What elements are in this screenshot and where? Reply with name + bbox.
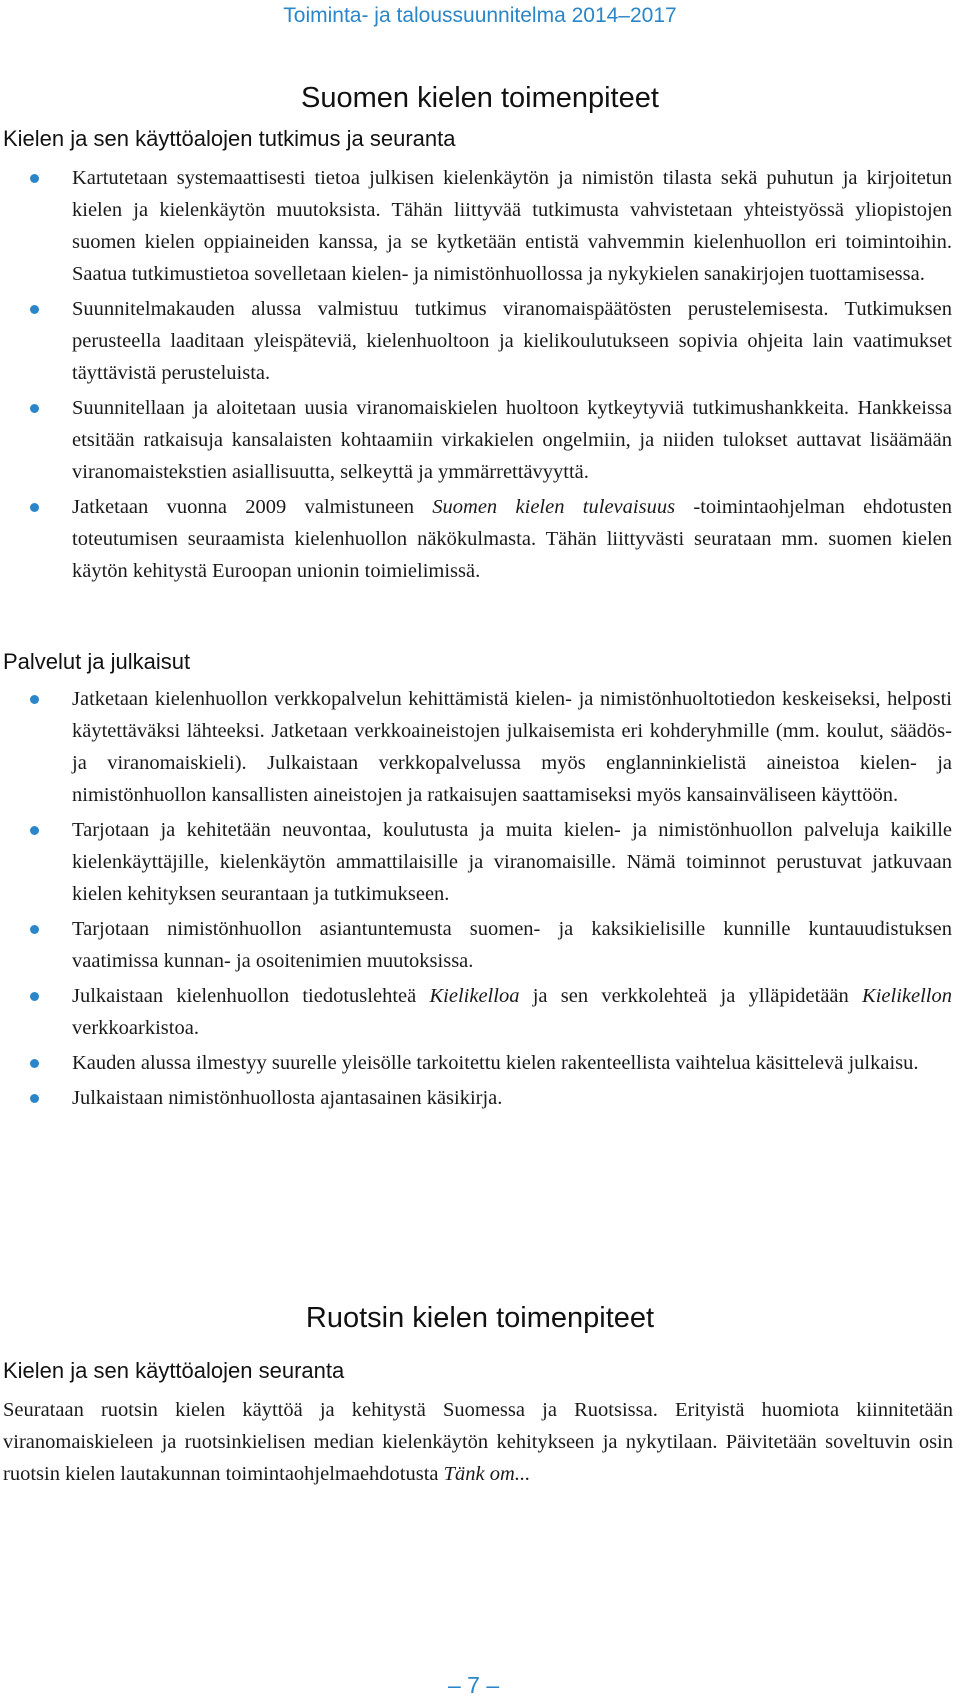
list-item-text: Suunnitellaan ja aloitetaan uusia viranomaiskielen huoltoon kytkeytyviä tutkimushankkeita. Hankkeissa etsitään ratkaisuja kansalaisten kohtaamiin virkakielen ongelmiin, ja niiden tulokset auttavat lisäämään viranomaistekstien asiallisuutta, selkeyttä ja ymmärrettävyyttä. xyxy=(72,397,952,483)
list-item-text: Julkaistaan nimistönhuollosta ajantasainen käsikirja. xyxy=(72,1087,503,1109)
bullet-icon xyxy=(30,1094,39,1103)
list-item xyxy=(0,980,952,1044)
program-title: Tänk om... xyxy=(443,1463,531,1485)
list-item xyxy=(0,293,952,389)
list-item xyxy=(0,162,952,290)
list-item-text: Kauden alussa ilmestyy suurelle yleisölle tarkoitettu kielen rakenteellista vaihtelua käsittelevä julkaisu. xyxy=(72,1052,919,1074)
list-item-text xyxy=(72,491,952,587)
list-item xyxy=(0,491,952,587)
text-run: verkkoarkistoa. xyxy=(72,1017,199,1039)
paragraph-text xyxy=(3,1394,953,1490)
magazine-title: Kielikellon xyxy=(862,985,952,1007)
body-paragraph xyxy=(3,1394,953,1490)
bullet-icon xyxy=(30,305,39,314)
bullet-icon xyxy=(30,826,39,835)
text-run: ja sen verkkolehteä ja ylläpidetään xyxy=(519,985,863,1007)
list-item xyxy=(0,683,952,811)
subsection-title-services: Palvelut ja julkaisut xyxy=(3,649,191,674)
text-run: Jatketaan vuonna 2009 valmistuneen xyxy=(72,496,433,518)
bullet-icon xyxy=(30,404,39,413)
list-item-text: Kartutetaan systemaattisesti tietoa julkisen kielenkäytön ja nimistön tilasta sekä puhutun ja kirjoitetun kielen ja kielenkäytön muutoksista. Tähän liittyvää tutkimusta vahvistetaan yhteistyössä yliopistojen suomen kielen oppiaineiden kanssa, ja se kytketään entistä vahvemmin kielenhuollon eri toimintoihin. Saatua tutkimustietoa sovelletaan kielen- ja nimistönhuollossa ja nykykielen sanakirjojen tuottamisessa. xyxy=(72,167,952,285)
section-title-finnish: Suomen kielen toimenpiteet xyxy=(301,82,659,114)
list-item xyxy=(0,1047,952,1079)
list-item-text: Suunnitelmakauden alussa valmistuu tutkimus viranomaispäätösten perustelemisesta. Tutkimuksen perusteella laaditaan yleispäteviä, kielenhuoltoon ja kielikoulutukseen sopivia ohjeita lain vaatimukset täyttävistä perusteluista. xyxy=(72,298,952,384)
magazine-title: Kielikelloa xyxy=(429,985,520,1007)
list-item xyxy=(0,1082,952,1114)
list-item-text: Jatketaan kielenhuollon verkkopalvelun kehittämistä kielen- ja nimistönhuoltotiedon keskeiseksi, helposti käytettäväksi lähteeksi. Jatketaan verkkoaineistojen julkaisemista eri kohderyhmille (mm. koulut, säädös- ja viranomaiskieli). Julkaistaan verkkopalvelussa myös englanninkielistä aineistoa kielen- ja nimistönhuollon kansallisten aineistojen ja ratkaisujen saattamiseksi myös kansainväliseen käyttöön. xyxy=(72,688,952,806)
list-item xyxy=(0,913,952,977)
bullet-icon xyxy=(30,1059,39,1068)
list-item xyxy=(0,392,952,488)
subsection-title-monitoring: Kielen ja sen käyttöalojen seuranta xyxy=(3,1358,345,1383)
bullet-icon xyxy=(30,503,39,512)
bullet-icon xyxy=(30,992,39,1001)
bullet-icon xyxy=(30,925,39,934)
list-item-text: Tarjotaan nimistönhuollon asiantuntemusta suomen- ja kaksikielisille kunnille kuntauudistuksen vaatimissa kunnan- ja osoitenimien muutoksissa. xyxy=(72,918,952,972)
section-title-swedish: Ruotsin kielen toimenpiteet xyxy=(305,1302,655,1334)
research-bullet-list xyxy=(0,162,960,590)
text-run: Seurataan ruotsin kielen käyttöä ja kehitystä Suomessa ja Ruotsissa. Erityistä huomiota kiinnitetään viranomaiskieleen ja ruotsinkielisen median kielenkäytön kehitykseen ja nykytilaan. Päivitetään soveltuvin osin ruotsin kielen lautakunnan toimintaohjelmaehdotusta xyxy=(3,1399,953,1485)
services-bullet-list xyxy=(0,683,960,1117)
list-item-text: Tarjotaan ja kehitetään neuvontaa, koulutusta ja muita kielen- ja nimistönhuollon palveluja kaikille kielenkäyttäjille, kielenkäytön ammattilaisille ja viranomaisille. Nämä toiminnot perustuvat jatkuvaan kielen kehityksen seurantaan ja tutkimukseen. xyxy=(72,819,952,905)
list-item-text xyxy=(72,980,952,1044)
program-title: Suomen kielen tulevaisuus xyxy=(432,496,676,518)
bullet-icon xyxy=(30,174,39,183)
text-run: -toimintaohjelman ehdotusten toteutumisen seuraamista kielenhuollon näkökulmasta. Tähän liittyvästi seurataan mm. suomen kielen käytön kehitystä Euroopan unionin toimielimissä. xyxy=(72,496,952,582)
running-header: Toiminta- ja taloussuunnitelma 2014–2017 xyxy=(283,4,677,27)
bullet-icon xyxy=(30,695,39,704)
list-item xyxy=(0,814,952,910)
page-number: – 7 – xyxy=(448,1672,500,1698)
text-run: Julkaistaan kielenhuollon tiedotuslehteä xyxy=(72,985,430,1007)
subsection-title-research: Kielen ja sen käyttöalojen tutkimus ja seuranta xyxy=(3,126,456,151)
